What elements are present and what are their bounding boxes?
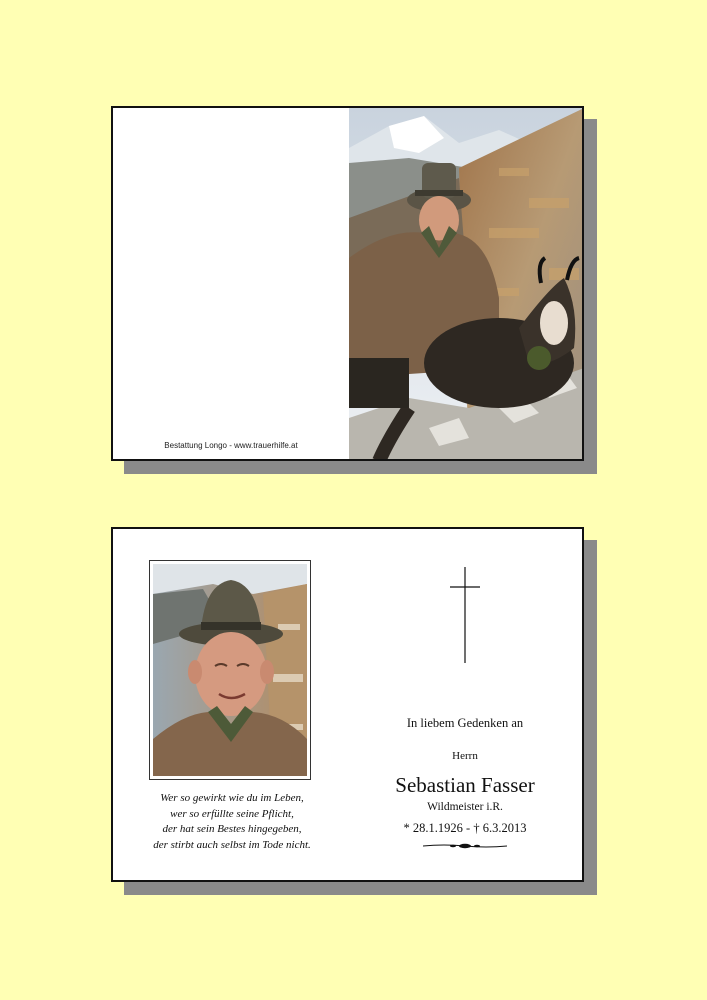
portrait-photo [153, 564, 307, 776]
poem-line: Wer so gewirkt wie du im Leben, [160, 792, 304, 804]
deceased-profession: Wildmeister i.R. [427, 801, 503, 813]
memorial-intro: In liebem Gedenken an [406, 716, 524, 730]
honorific: Herrn [452, 750, 478, 762]
life-dates: * 28.1.1926 - † 6.3.2013 [403, 821, 527, 835]
card-front [111, 106, 584, 461]
poem-line: der stirbt auch selbst im Tode nicht. [153, 838, 311, 851]
deceased-name: Sebastian Fasser [395, 773, 535, 797]
card-inside [111, 527, 584, 882]
poem-line: der hat sein Bestes hingegeben, [162, 823, 302, 835]
funeral-home-credit: Bestattung Longo - www.trauerhilfe.at [164, 441, 298, 450]
portrait-frame [149, 560, 311, 780]
memorial-poem [127, 791, 337, 853]
cross-icon [450, 567, 480, 663]
poem-line: wer so erfüllte seine Pflicht, [170, 807, 294, 820]
ornament-divider-icon [423, 842, 507, 850]
hunter-with-chamois-photo [349, 108, 584, 461]
